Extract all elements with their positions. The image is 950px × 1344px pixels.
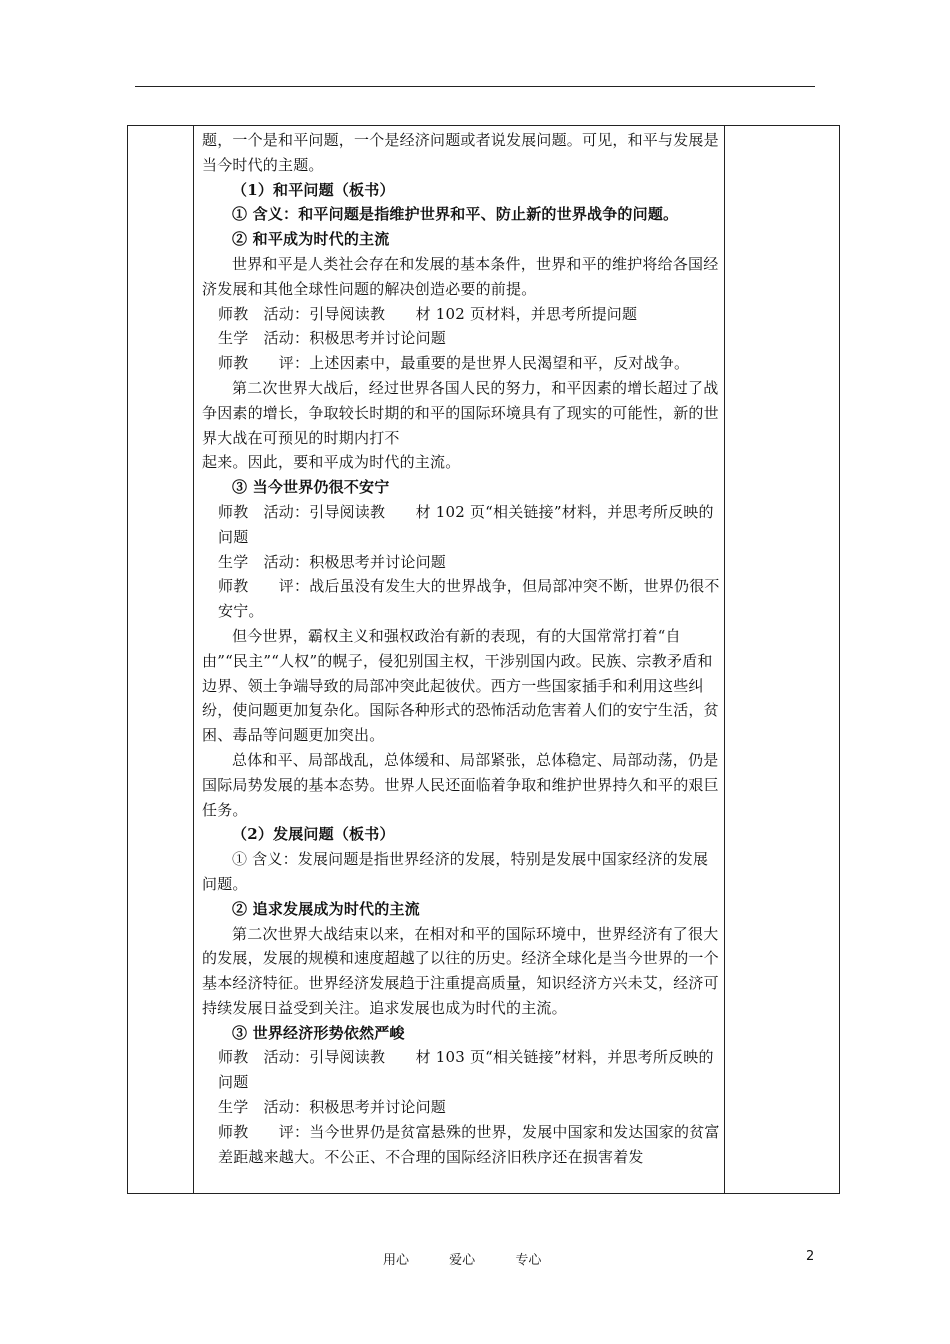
paragraph: 起来。因此，要和平成为时代的主流。	[202, 453, 461, 472]
paragraph: 但今世界，霸权主义和强权政治有新的表现，有的大国常常打着“自由”“民主”“人权”的幌子，侵犯别国主权，干涉别国内政。民族、宗教矛盾和边界、领土争端导致的局部冲突此起彼伏。西方一些国家插手和利用这些纠纷，使问题更加复杂化。国际各种形式的恐怖活动危害着人们的安宁生活，贫困、毒品等问题更加突出。	[202, 626, 719, 745]
paragraph: 第二次世界大战后，经过世界各国人民的努力，和平因素的增长超过了战争因素的增长，争取较长时期的和平的国际环境具有了现实的可能性，新的世界大战在可预见的时期内打不	[202, 378, 719, 447]
section-heading: （2）发展问题（板书）	[232, 825, 395, 844]
teacher-activity: 师教 活动：引导阅读教 材 103 页“相关链接”材料，并思考所反映的问题	[218, 1048, 714, 1092]
teacher-activity: 师教 活动：引导阅读教 材 102 页材料，并思考所提问题	[218, 304, 638, 323]
table-column-divider-right	[724, 125, 725, 1194]
teacher-comment: 师教 评：当今世界仍是贫富悬殊的世界，发展中国家和发达国家的贫富差距越来越大。不公正、不合理的国际经济旧秩序还在损害着发	[218, 1122, 720, 1166]
subheading: ③ 世界经济形势依然严峻	[232, 1023, 405, 1042]
paragraph: 题，一个是和平问题，一个是经济问题或者说发展问题。可见，和平与发展是当今时代的主题。	[202, 131, 719, 174]
subheading: ① 含义：和平问题是指维护世界和平、防止新的世界战争的问题。	[232, 205, 679, 224]
teacher-activity: 师教 活动：引导阅读教 材 102 页“相关链接”材料，并思考所反映的问题	[218, 502, 714, 546]
student-activity: 生学 活动：积极思考并讨论问题	[218, 1098, 447, 1117]
student-activity: 生学 活动：积极思考并讨论问题	[218, 552, 447, 571]
student-activity: 生学 活动：积极思考并讨论问题	[218, 329, 447, 348]
teacher-comment: 师教 评：战后虽没有发生大的世界战争，但局部冲突不断，世界仍很不安宁。	[218, 577, 720, 621]
paragraph: 总体和平、局部战乱，总体缓和、局部紧张，总体稳定、局部动荡，仍是国际局势发展的基本态势。世界人民还面临着争取和维护世界持久和平的艰巨任务。	[202, 750, 719, 819]
subheading: ② 和平成为时代的主流	[232, 230, 390, 249]
paragraph: 世界和平是人类社会存在和发展的基本条件，世界和平的维护将给各国经济发展和其他全球性问题的解决创造必要的前提。	[202, 254, 719, 298]
header-rule	[135, 86, 815, 87]
table-column-divider-left	[193, 125, 194, 1194]
paragraph: 第二次世界大战结束以来，在相对和平的国际环境中，世界经济有了很大的发展，发展的规模和速度超越了以往的历史。经济全球化是当今世界的一个基本经济特征。世界经济发展趋于注重提高质量，知识经济方兴未艾，经济可持续发展日益受到关注。追求发展也成为时代的主流。	[202, 924, 719, 1017]
footer-motto: 用心	[383, 1253, 410, 1268]
footer-motto: 爱心	[449, 1253, 476, 1268]
page-number: 2	[806, 1249, 815, 1264]
footer-mottos	[383, 1249, 577, 1268]
lesson-content	[202, 128, 720, 1169]
subheading: ③ 当今世界仍很不安宁	[232, 478, 390, 497]
teacher-comment: 师教 评：上述因素中，最重要的是世界人民渴望和平，反对战争。	[218, 354, 690, 373]
footer-motto: 专心	[515, 1253, 542, 1268]
subheading: ② 追求发展成为时代的主流	[232, 899, 420, 918]
definition-paragraph: ① 含义：发展问题是指世界经济的发展，特别是发展中国家经济的发展问题。	[202, 850, 709, 893]
section-heading: （1）和平问题（板书）	[232, 180, 395, 199]
